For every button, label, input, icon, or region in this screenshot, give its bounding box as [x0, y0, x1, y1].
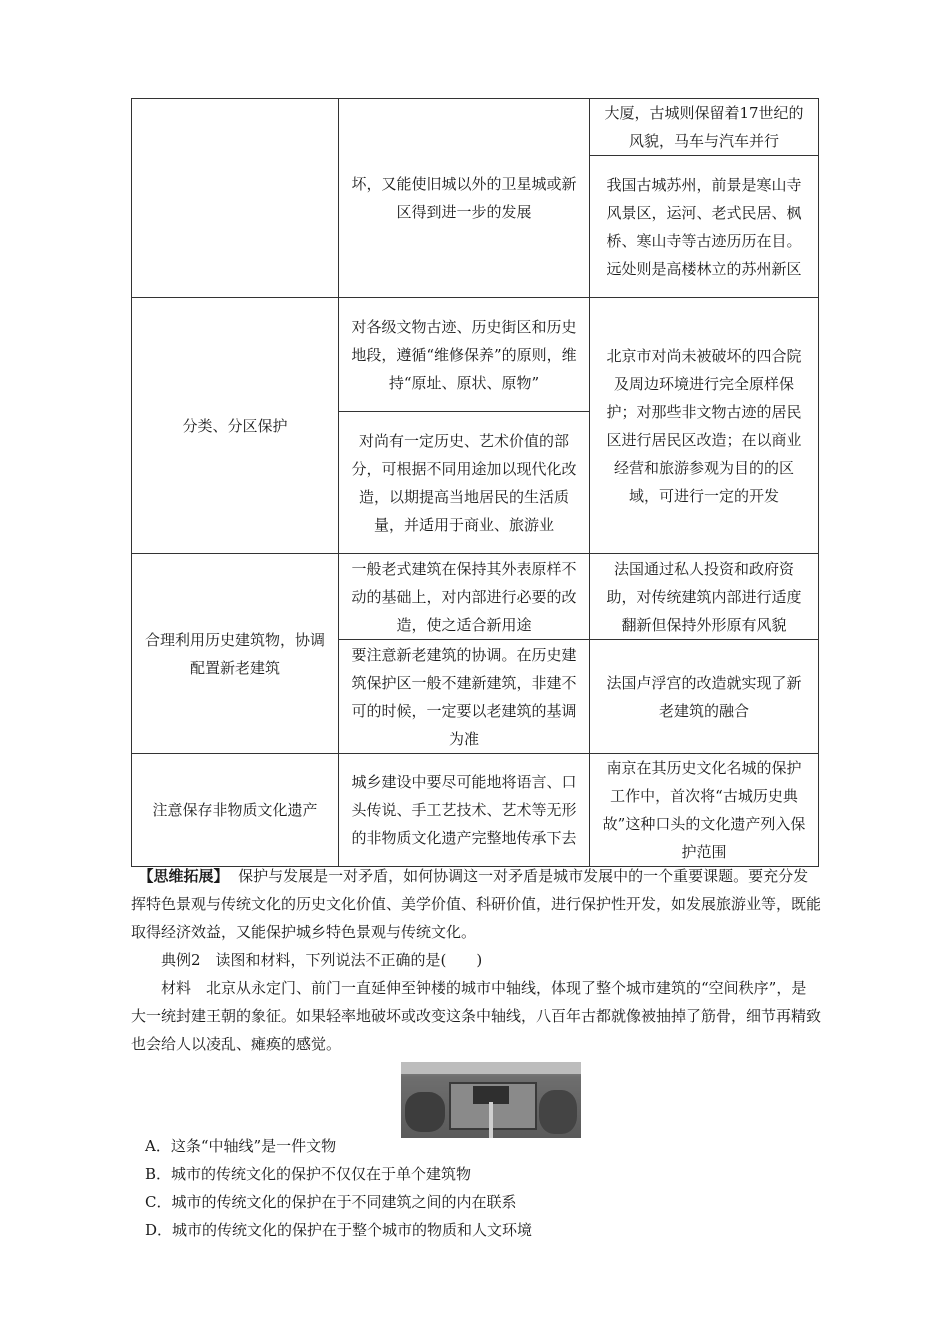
table-cell: 北京市对尚未被破坏的四合院及周边环境进行完全原样保护；对那些非文物古迹的居民区进行居民区改造；在以商业经营和旅游参观为目的的区域，可进行一定的开发 [590, 298, 819, 554]
table-cell [132, 99, 339, 298]
table-cell: 对各级文物古迹、历史街区和历史地段，遵循“维修保养”的原则，维持“原址、原状、原物” [339, 298, 590, 412]
example-title: 典例2 读图和材料，下列说法不正确的是( ) [161, 951, 483, 969]
extension-label: 【思维拓展】 [138, 867, 229, 885]
table-cell: 坏，又能使旧城以外的卫星城或新区得到进一步的发展 [339, 99, 590, 298]
table-cell: 注意保存非物质文化遗产 [132, 754, 339, 867]
table-cell: 分类、分区保护 [132, 298, 339, 554]
option-a[interactable]: A．这条“中轴线”是一件文物 [145, 1137, 337, 1155]
table-cell: 南京在其历史文化名城的保护工作中，首次将“古城历史典故”这种口头的文化遗产列入保护范围 [590, 754, 819, 867]
table-cell: 法国通过私人投资和政府资助，对传统建筑内部进行适度翻新但保持外形原有风貌 [590, 554, 819, 640]
table-cell: 城乡建设中要尽可能地将语言、口头传说、手工艺技术、艺术等无形的非物质文化遗产完整地传承下去 [339, 754, 590, 867]
table-cell: 合理利用历史建筑物，协调配置新老建筑 [132, 554, 339, 754]
table-cell: 大厦，古城则保留着17世纪的风貌，马车与汽车并行 [590, 99, 819, 156]
example-material: 材料 北京从永定门、前门一直延伸至钟楼的城市中轴线，体现了整个城市建筑的“空间秩序”，是大一统封建王朝的象征。如果轻率地破坏或改变这条中轴线，八百年古都就像被抽掉了筋骨，细节再精致也会给人以凌乱、瘫痪的感觉。 [131, 979, 822, 1053]
answer-options [145, 1132, 532, 1244]
option-b[interactable]: B．城市的传统文化的保护不仅仅在于单个建筑物 [145, 1165, 472, 1183]
table-cell: 对尚有一定历史、艺术价值的部分，可根据不同用途加以现代化改造，以期提高当地居民的生活质量，并适用于商业、旅游业 [339, 412, 590, 554]
option-d[interactable]: D．城市的传统文化的保护在于整个城市的物质和人文环境 [145, 1221, 533, 1239]
option-c[interactable]: C．城市的传统文化的保护在于不同建筑之间的内在联系 [145, 1193, 517, 1211]
central-axis-aerial-photo [401, 1062, 581, 1138]
extension-paragraph [131, 862, 821, 946]
table-cell: 法国卢浮宫的改造就实现了新老建筑的融合 [590, 640, 819, 754]
extension-text: 保护与发展是一对矛盾，如何协调这一对矛盾是城市发展中的一个重要课题。要充分发挥特色景观与传统文化的历史文化价值、美学价值、科研价值，进行保护性开发，如发展旅游业等，既能取得经济效益，又能保护城乡特色景观与传统文化。 [131, 867, 822, 941]
table-cell: 一般老式建筑在保持其外表原样不动的基础上，对内部进行必要的改造，使之适合新用途 [339, 554, 590, 640]
table-cell: 我国古城苏州，前景是寒山寺风景区，运河、老式民居、枫桥、寒山寺等古迹历历在目。远处则是高楼林立的苏州新区 [590, 156, 819, 298]
table-cell: 要注意新老建筑的协调。在历史建筑保护区一般不建新建筑，非建不可的时候，一定要以老建筑的基调为准 [339, 640, 590, 754]
protection-table [131, 98, 819, 867]
